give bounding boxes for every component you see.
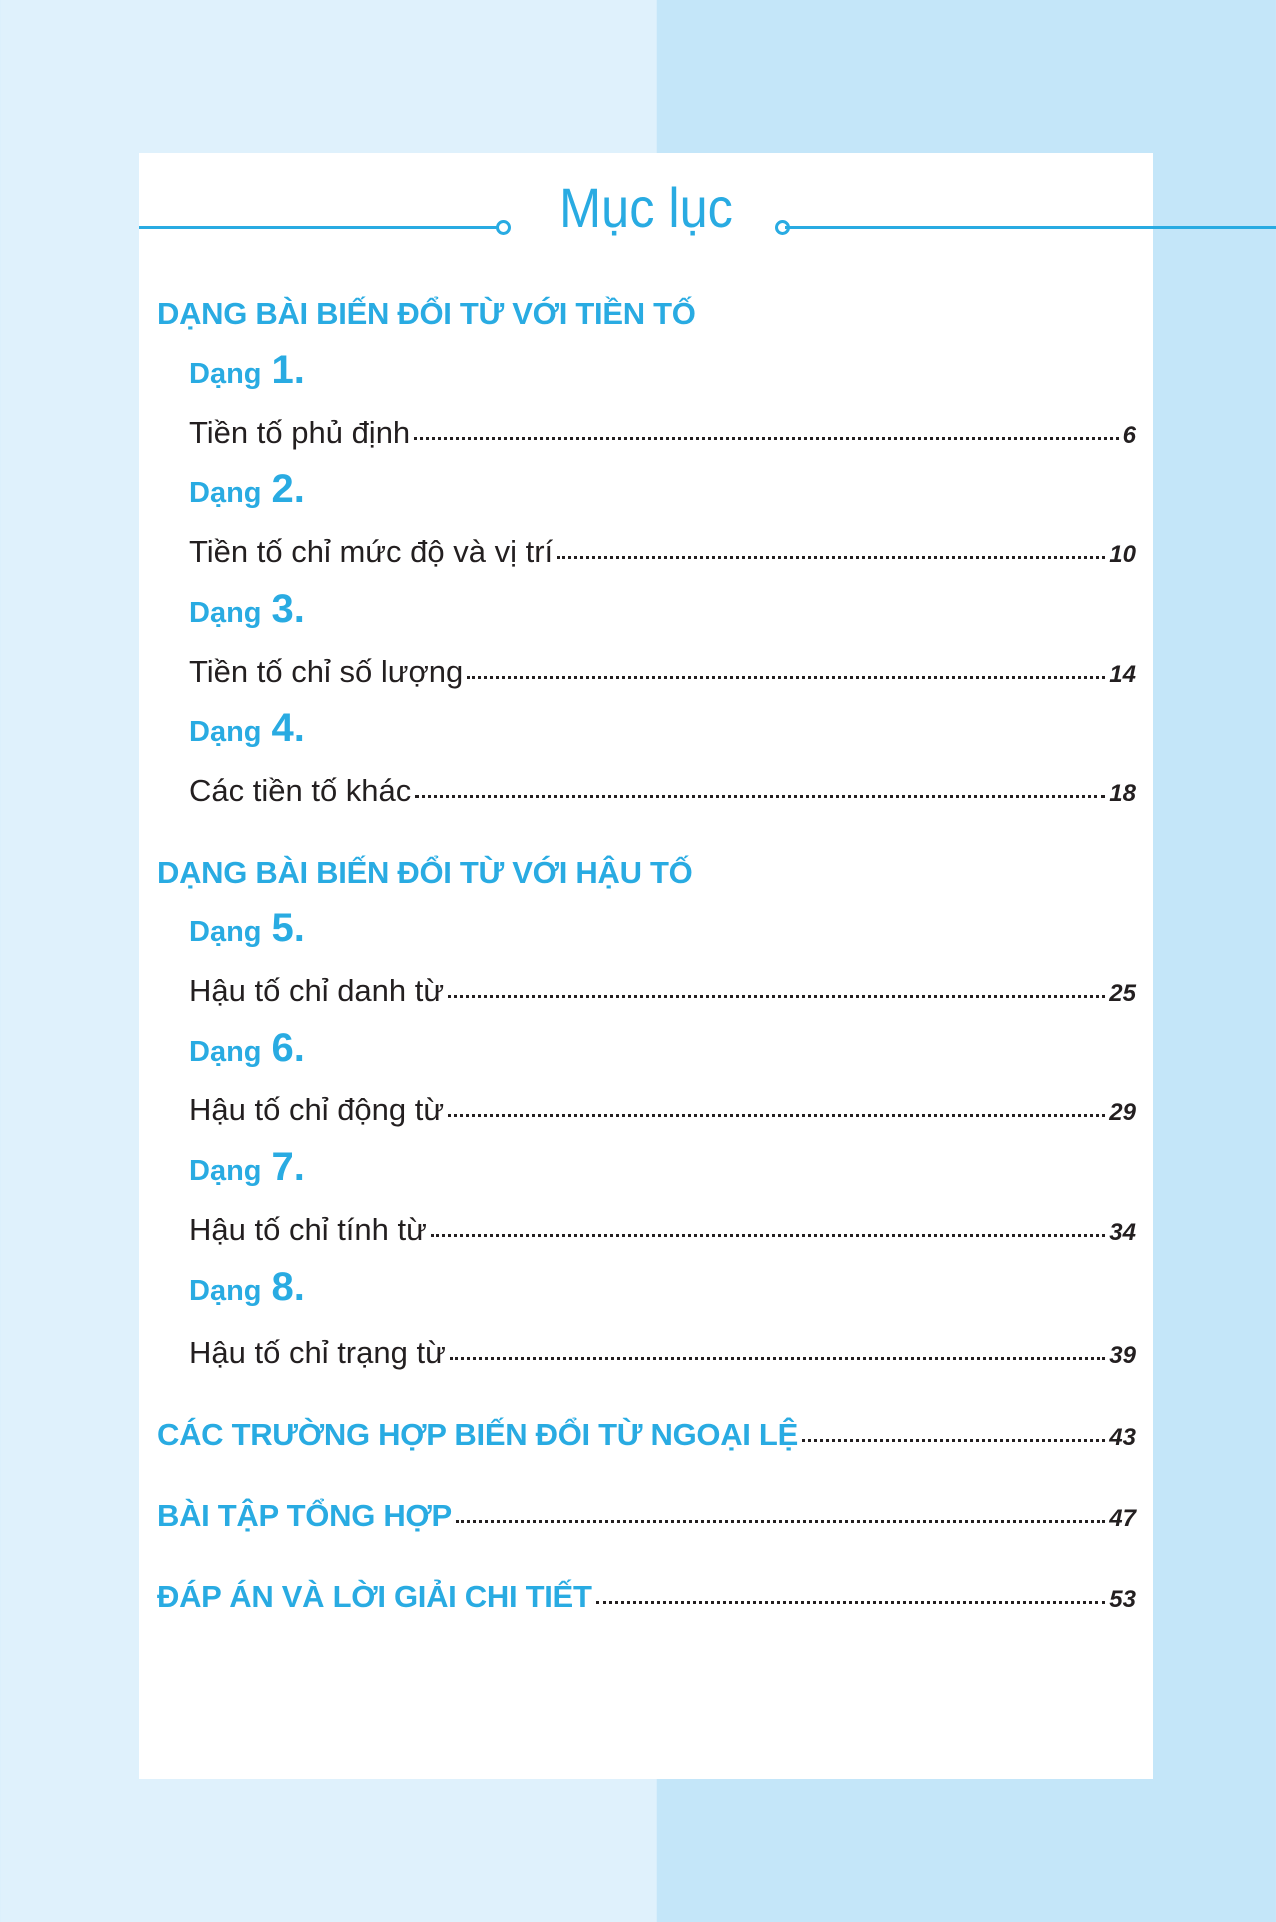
dang-heading xyxy=(189,1265,305,1310)
dang-number: 6. xyxy=(271,1026,305,1070)
dot-leader xyxy=(467,676,1105,679)
entry-title: Hậu tố chỉ danh từ xyxy=(189,973,445,1008)
entry-title: Hậu tố chỉ tính từ xyxy=(189,1212,427,1247)
toc-entry[interactable] xyxy=(189,1212,1136,1248)
dang-word: Dạng xyxy=(189,477,262,509)
dot-leader xyxy=(596,1601,1106,1604)
page-number: 43 xyxy=(1109,1424,1136,1451)
toc-section-prefix[interactable] xyxy=(157,296,1136,332)
toc-entry[interactable] xyxy=(189,1092,1136,1128)
page-number: 6 xyxy=(1122,422,1136,449)
page-number: 53 xyxy=(1109,1586,1136,1613)
dot-leader xyxy=(448,1114,1105,1117)
entry-title: Các tiền tố khác xyxy=(189,773,412,808)
dang-word: Dạng xyxy=(189,1275,262,1307)
toc-entry[interactable] xyxy=(189,1335,1136,1371)
page-number: 10 xyxy=(1109,541,1136,568)
dang-number: 4. xyxy=(271,706,305,750)
page-title: Mục lục xyxy=(559,176,733,239)
dang-heading xyxy=(189,1145,305,1190)
dang-number: 1. xyxy=(271,348,305,392)
toc-page xyxy=(139,153,1153,1779)
dot-leader xyxy=(448,995,1105,998)
page-number: 25 xyxy=(1109,980,1136,1007)
entry-title: Hậu tố chỉ trạng từ xyxy=(189,1335,446,1370)
dang-number: 5. xyxy=(271,906,305,950)
dot-leader xyxy=(450,1357,1105,1360)
section-heading: DẠNG BÀI BIẾN ĐỔI TỪ VỚI HẬU TỐ xyxy=(157,855,693,890)
toc-entry[interactable] xyxy=(189,773,1136,809)
section-heading: CÁC TRƯỜNG HỢP BIẾN ĐỔI TỪ NGOẠI LỆ xyxy=(157,1417,798,1452)
entry-title: Tiền tố chỉ mức độ và vị trí xyxy=(189,534,554,569)
dang-number: 3. xyxy=(271,587,305,631)
dang-heading xyxy=(189,467,305,512)
section-heading: DẠNG BÀI BIẾN ĐỔI TỪ VỚI TIỀN TỐ xyxy=(157,296,696,331)
dang-word: Dạng xyxy=(189,1155,262,1187)
toc-section-suffix[interactable] xyxy=(157,855,1136,891)
page-number: 29 xyxy=(1109,1099,1136,1126)
toc-section-exercises[interactable] xyxy=(157,1498,1136,1534)
page-number: 34 xyxy=(1109,1219,1136,1246)
dang-number: 2. xyxy=(271,467,305,511)
dang-word: Dạng xyxy=(189,597,262,629)
dang-word: Dạng xyxy=(189,716,262,748)
page-number: 47 xyxy=(1109,1505,1136,1532)
entry-title: Hậu tố chỉ động từ xyxy=(189,1092,445,1127)
dang-word: Dạng xyxy=(189,916,262,948)
dot-leader xyxy=(431,1234,1105,1237)
section-heading: BÀI TẬP TỔNG HỢP xyxy=(157,1498,452,1533)
toc-entry[interactable] xyxy=(189,534,1136,570)
page-number: 39 xyxy=(1109,1342,1136,1369)
title-rule-right xyxy=(785,226,1276,229)
dang-number: 8. xyxy=(271,1265,305,1309)
toc-section-answers[interactable] xyxy=(157,1579,1136,1615)
entry-title: Tiền tố chỉ số lượng xyxy=(189,654,464,689)
section-heading: ĐÁP ÁN VÀ LỜI GIẢI CHI TIẾT xyxy=(157,1579,592,1614)
toc-entry[interactable] xyxy=(189,415,1136,451)
dang-heading xyxy=(189,1026,305,1071)
dot-leader xyxy=(456,1520,1105,1523)
page-number: 14 xyxy=(1109,661,1136,688)
dang-heading xyxy=(189,706,305,751)
dang-word: Dạng xyxy=(189,1036,262,1068)
title-row xyxy=(139,153,1153,293)
dot-leader xyxy=(415,795,1105,798)
dang-heading xyxy=(189,348,305,393)
dang-number: 7. xyxy=(271,1145,305,1189)
dot-leader xyxy=(557,556,1105,559)
dot-leader xyxy=(414,437,1118,440)
dang-heading xyxy=(189,587,305,632)
dang-heading xyxy=(189,906,305,951)
page-number: 18 xyxy=(1109,780,1136,807)
entry-title: Tiền tố phủ định xyxy=(189,415,411,450)
dot-leader xyxy=(802,1439,1105,1442)
dang-word: Dạng xyxy=(189,358,262,390)
toc-section-exceptions[interactable] xyxy=(157,1417,1136,1453)
toc-entry[interactable] xyxy=(189,973,1136,1009)
toc-entry[interactable] xyxy=(189,654,1136,690)
